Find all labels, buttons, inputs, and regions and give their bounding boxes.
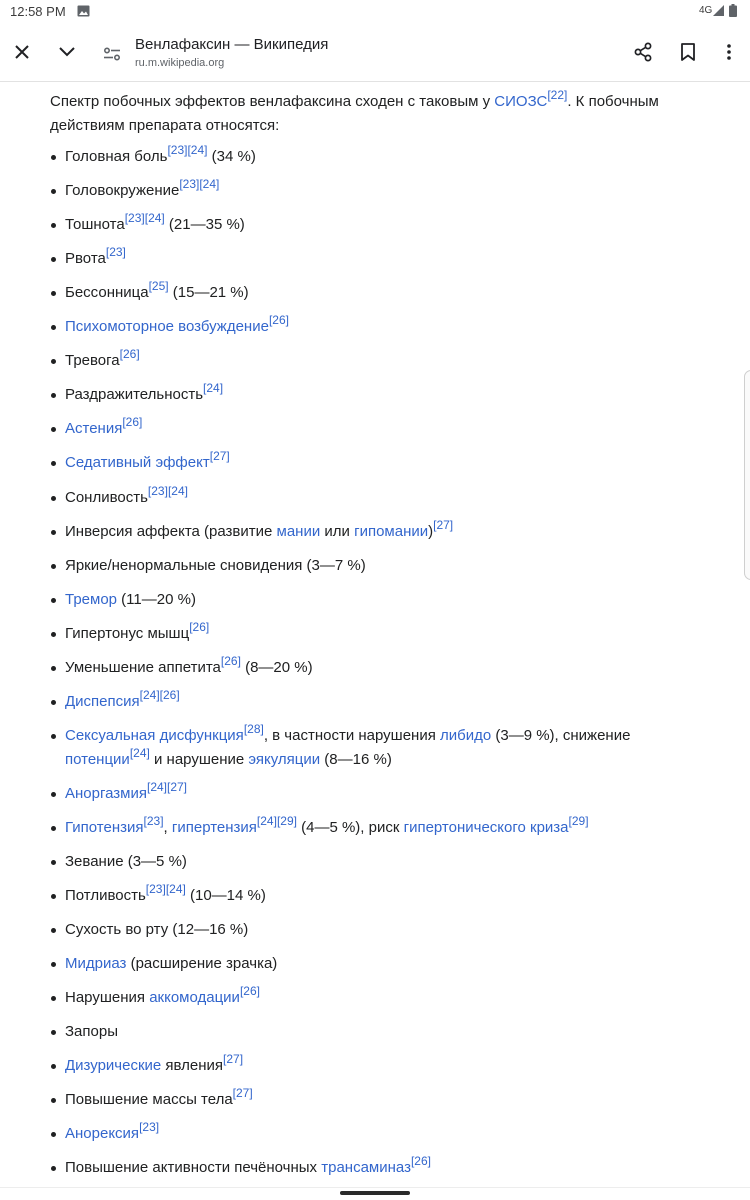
reference[interactable]: [24] xyxy=(187,143,208,157)
reference[interactable]: [24] xyxy=(256,813,277,828)
article-link[interactable]: потенции xyxy=(65,750,130,768)
list-item-text: (34 %) xyxy=(207,148,256,165)
reference[interactable]: [24] xyxy=(199,177,220,192)
article-link[interactable]: Диспепсия xyxy=(65,692,140,710)
list-item xyxy=(65,687,180,714)
list-item-text: Головокружение xyxy=(65,182,180,200)
more-vertical-icon xyxy=(726,43,732,61)
reference[interactable]: [23] xyxy=(179,177,200,192)
article-link[interactable]: Психомоторное возбуждение xyxy=(65,318,269,336)
list-item-text: Головная боль xyxy=(65,148,168,165)
reference[interactable]: [23] xyxy=(145,882,166,897)
battery-icon xyxy=(729,4,737,17)
list-item xyxy=(65,281,249,305)
chevron-down-icon xyxy=(58,46,76,58)
scroll-handle[interactable] xyxy=(744,370,750,580)
article-link[interactable]: Гипотензия xyxy=(65,818,144,836)
reference[interactable]: [27] xyxy=(223,1052,244,1067)
close-icon xyxy=(14,44,30,60)
list-item-text: (3—9 %), снижение xyxy=(491,726,631,744)
article-link[interactable]: гипертонического криза xyxy=(403,818,569,836)
article-link[interactable]: гипертензия xyxy=(171,818,257,836)
list-item-text: Повышение массы тела xyxy=(65,1091,233,1109)
list-item xyxy=(65,918,248,942)
article-link[interactable]: мании xyxy=(276,522,321,540)
reference[interactable]: [27] xyxy=(433,517,454,532)
list-item xyxy=(65,383,223,407)
reference[interactable]: [27] xyxy=(209,449,230,464)
list-item-text: (10—14 %) xyxy=(185,887,266,905)
browser-toolbar xyxy=(0,24,750,82)
list-item-text: (11—20 %) xyxy=(117,590,196,608)
network-type: 4G xyxy=(699,5,713,16)
article-link[interactable]: аккомодации xyxy=(149,989,240,1007)
list-item-text: Потливость xyxy=(65,887,146,905)
list-item-text: Раздражительность xyxy=(65,386,204,404)
list-item-text: Повышение активности печёночных xyxy=(65,1159,322,1177)
list-item xyxy=(65,653,313,680)
list-item-text: (21—35 %) xyxy=(164,216,245,234)
article-link[interactable]: Анорексия xyxy=(65,1125,140,1143)
list-item-text: Сонливость xyxy=(65,488,148,506)
status-time: 12:58 PM xyxy=(10,4,66,19)
article-content xyxy=(0,82,750,1187)
reference[interactable]: [24] xyxy=(203,381,224,396)
list-item xyxy=(65,517,454,544)
share-button[interactable] xyxy=(627,36,659,68)
reference[interactable]: [23] xyxy=(124,211,145,226)
reference[interactable]: [26] xyxy=(268,313,289,328)
intro-text-end: . К побочным действиям препарата относятся: xyxy=(50,93,659,134)
list-item-text: ) xyxy=(428,522,434,540)
list-item-text: Гипертонус мышц xyxy=(65,624,190,642)
reference[interactable]: [26] xyxy=(189,619,210,634)
list-item xyxy=(65,1054,243,1078)
list-item xyxy=(65,850,187,874)
reference[interactable]: [25] xyxy=(148,279,169,294)
reference[interactable]: [23] xyxy=(105,245,126,260)
reference[interactable]: [24] xyxy=(167,483,188,498)
page-url: ru.m.wikipedia.org xyxy=(135,57,225,69)
list-item xyxy=(65,1156,431,1180)
reference[interactable]: [29] xyxy=(276,813,297,828)
reference[interactable]: [23] xyxy=(167,143,188,157)
list-item-text: Рвота xyxy=(65,250,106,268)
close-button[interactable] xyxy=(6,36,38,68)
reference[interactable]: [23] xyxy=(143,813,164,828)
list-item xyxy=(65,952,277,976)
reference[interactable]: [23] xyxy=(139,1120,160,1135)
reference[interactable]: [24] xyxy=(144,211,165,226)
reference[interactable]: [22] xyxy=(547,88,568,102)
intro-paragraph xyxy=(50,90,700,138)
article-link[interactable]: либидо xyxy=(440,726,492,744)
list-item-text: , xyxy=(163,818,172,836)
page-title: Венлафаксин — Википедия xyxy=(135,36,329,53)
list-item-text: Яркие/ненормальные сновидения (3—7 %) xyxy=(65,556,366,574)
reference[interactable]: [26] xyxy=(220,653,241,668)
list-item-text: явления xyxy=(161,1057,224,1075)
list-item-text: Тошнота xyxy=(65,216,125,234)
list-item xyxy=(65,813,589,840)
reference[interactable]: [23] xyxy=(147,483,168,498)
list-item-text: (8—16 %) xyxy=(320,750,392,768)
list-item xyxy=(65,213,245,237)
collapse-button[interactable] xyxy=(51,36,83,68)
photo-notification-icon xyxy=(77,5,90,17)
list-item xyxy=(65,1122,159,1146)
reference[interactable]: [29] xyxy=(568,813,589,828)
list-item xyxy=(65,588,196,612)
article-link[interactable]: Дизурические xyxy=(65,1057,162,1075)
bookmark-button[interactable] xyxy=(672,36,704,68)
article-link[interactable]: Аноргазмия xyxy=(65,784,147,802)
list-item xyxy=(65,986,260,1010)
bottom-divider xyxy=(0,1187,750,1188)
article-link[interactable]: Мидриаз xyxy=(65,955,127,973)
list-item xyxy=(65,554,366,578)
list-item xyxy=(65,619,210,646)
list-item xyxy=(65,721,631,772)
reference[interactable]: [27] xyxy=(232,1086,253,1101)
reference[interactable]: [26] xyxy=(119,347,140,362)
list-item-text: Бессонница xyxy=(65,284,149,302)
reference[interactable]: [26] xyxy=(410,1154,431,1169)
reference[interactable]: [27] xyxy=(167,779,188,794)
list-item-text: (8—20 %) xyxy=(240,658,313,676)
list-item xyxy=(65,483,188,510)
site-settings-button[interactable] xyxy=(96,38,128,70)
list-item-text: (расширение зрачка) xyxy=(126,955,278,973)
list-item xyxy=(65,1020,118,1044)
article-link[interactable]: эякуляции xyxy=(248,750,321,768)
list-item xyxy=(65,145,256,169)
reference[interactable]: [28] xyxy=(243,721,264,736)
list-item xyxy=(65,417,142,441)
intro-text: Спектр побочных эффектов венлафаксина сходен с таковым у xyxy=(50,93,495,110)
reference[interactable]: [24] xyxy=(139,687,160,702)
list-item xyxy=(65,884,266,908)
article-link[interactable]: Тремор xyxy=(65,590,118,608)
list-item xyxy=(65,315,289,339)
list-item-text: Запоры xyxy=(65,1023,118,1041)
article-link[interactable]: Сексуальная дисфункция xyxy=(65,726,244,744)
link-sioss[interactable]: СИОЗС xyxy=(494,93,548,110)
home-indicator[interactable] xyxy=(340,1191,410,1195)
list-item-text: (15—21 %) xyxy=(168,284,249,302)
list-item-text: Тревога xyxy=(65,352,120,370)
article-link[interactable]: трансаминаз xyxy=(321,1159,411,1177)
reference[interactable]: [26] xyxy=(239,984,260,999)
list-item-text: Зевание (3—5 %) xyxy=(65,853,187,870)
list-item xyxy=(65,1088,253,1112)
list-item xyxy=(65,247,126,271)
signal-icon xyxy=(713,5,724,16)
site-settings-icon xyxy=(103,47,121,61)
reference[interactable]: [24] xyxy=(146,779,167,794)
reference[interactable]: [26] xyxy=(122,415,143,430)
more-options-button[interactable] xyxy=(713,36,745,68)
list-item-text: , в частности нарушения xyxy=(263,726,440,744)
list-item-text: Сухость во рту (12—16 %) xyxy=(65,921,249,939)
bookmark-icon xyxy=(680,42,696,62)
status-bar xyxy=(0,0,750,24)
list-item-text: Инверсия аффекта (развитие xyxy=(65,522,277,540)
list-item xyxy=(65,779,188,806)
reference[interactable]: [24] xyxy=(129,745,150,760)
reference[interactable]: [26] xyxy=(159,687,180,702)
list-item-text: или xyxy=(320,522,355,540)
list-item-text: (4—5 %), риск xyxy=(296,818,404,836)
article-link[interactable]: гипомании xyxy=(354,522,429,540)
list-item-text: Уменьшение аппетита xyxy=(65,658,221,676)
list-item xyxy=(65,349,140,373)
share-icon xyxy=(633,42,653,62)
article-link[interactable]: Астения xyxy=(65,420,123,438)
article-link[interactable]: Седативный эффект xyxy=(65,454,210,472)
list-item-text: Нарушения xyxy=(65,989,150,1007)
list-item-text: и нарушение xyxy=(149,750,249,768)
list-item xyxy=(65,451,230,475)
reference[interactable]: [24] xyxy=(165,882,186,897)
list-item xyxy=(65,179,219,203)
